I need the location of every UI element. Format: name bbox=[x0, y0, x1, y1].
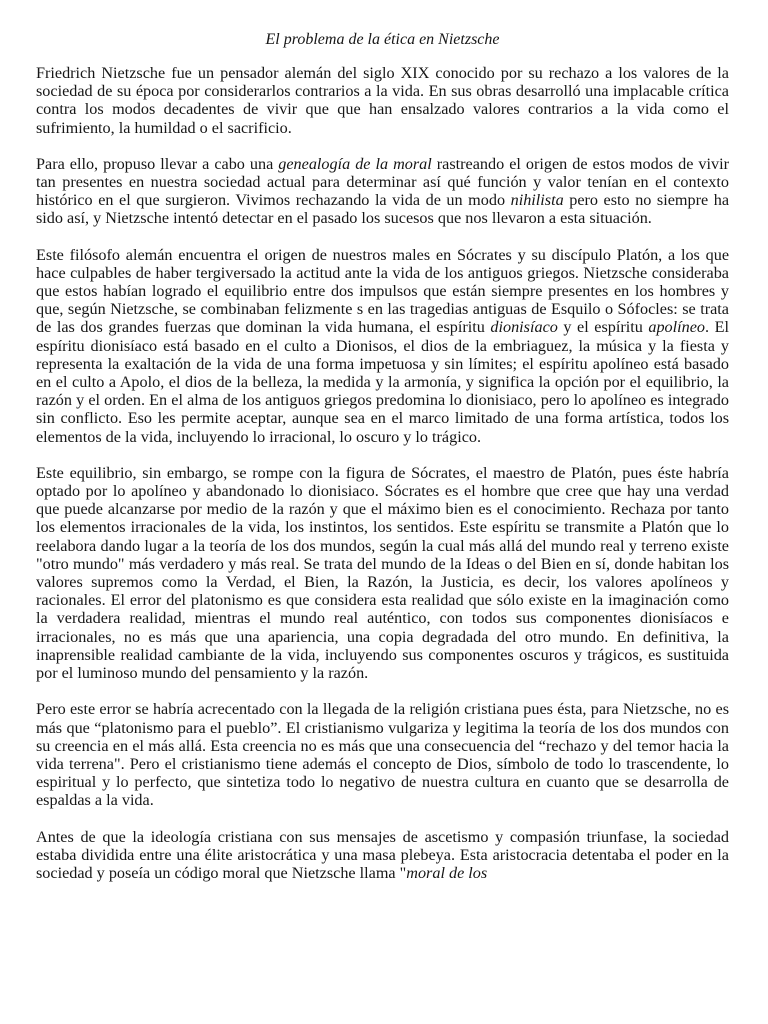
paragraph-text: Pero este error se habría acrecentado con la llegada de la religión cristiana pues ésta, para Nietzsche, no es más que “platonismo para el pueblo”. El cristianismo vulgariza y legitima la teoría de los dos mundos con su creencia en el más allá. Esta creencia no es más que una consecuencia del “rechazo y del temor hacia la vida terrena". Pero el cristianismo tiene además el concepto de Dios, símbolo de todo lo trascendente, lo espiritual y lo perfecto, que sintetiza todo lo negativo de nuestra cultura en cuanto que se desarrolla de espaldas a la vida. bbox=[36, 700, 729, 810]
paragraph-text: Para ello, propuso llevar a cabo una bbox=[36, 154, 279, 173]
paragraph-text: Este equilibrio, sin embargo, se rompe con la figura de Sócrates, el maestro de Platón, pues éste habría optado por lo apolíneo y abandonado lo dionisiaco. Sócrates es el hombre que cree que hay una verdad que puede alcanzarse por medio de la razón y que el máximo bien es el conocimiento. Rechaza por tanto los elementos irracionales de la vida, los instintos, los sentidos. Este espíritu se transmite a Platón que lo reelabora dando lugar a la teoría de los dos mundos, según la cual más allá del mundo real y terreno existe "otro mundo" más verdadero y más real. Se trata del mundo de la Ideas o del Bien en sí, donde habitan los valores supremos como la Verdad, el Bien, la Razón, la Justicia, es decir, los valores apolíneos y racionales. El error del platonismo es que considera esta realidad que sólo existe en la imaginación como la verdadera realidad, mientras el mundo real auténtico, con todos sus componentes dionisíacos e irracionales, no es más que una apariencia, una copia degradada del otro mundo. En definitiva, la inaprensible realidad cambiante de la vida, incluyendo sus componentes oscuros y trágicos, es sustituida por el luminoso mundo del pensamiento y la razón. bbox=[36, 463, 729, 683]
emphasis-dionisiaco: dionisíaco bbox=[490, 318, 558, 337]
paragraph-2 bbox=[36, 155, 729, 228]
emphasis-genealogia: genealogía de la moral bbox=[278, 154, 432, 173]
paragraph-1 bbox=[36, 64, 729, 137]
paragraph-4 bbox=[36, 464, 729, 682]
paragraph-text: rastreando el origen de estos modos de vivir tan presentes en nuestra sociedad actual para determinar así qué función y valor tenían en el contexto histórico en el que surgieron. Vivimos rechazando la vida de un modo bbox=[36, 154, 729, 210]
paragraph-5 bbox=[36, 700, 729, 809]
paragraph-text: Antes de que la ideología cristiana con sus mensajes de ascetismo y compasión triunfase, la sociedad estaba dividida entre una élite aristocrática y una masa plebeya. Esta aristocracia detentaba el poder en la sociedad y poseía un código moral que Nietzsche llama " bbox=[36, 827, 729, 882]
paragraph-text: Este filósofo alemán encuentra el origen de nuestros males en Sócrates y su discípulo Platón, a los que hace culpables de haber tergiversado la actitud ante la vida de los antiguos griegos. Nietzsche consideraba que estos habían logrado el equilibrio entre dos impulsos que están siempre presentes en los hombres y que, según Nietzsche, se combinaban felizmente s en las tragedias antiguas de Esquilo o Sófocles: se trata de las dos grandes fuerzas que dominan la vida humana, el espíritu bbox=[36, 245, 729, 337]
paragraph-6 bbox=[36, 828, 729, 883]
document-page bbox=[36, 30, 729, 900]
paragraph-text: Friedrich Nietzsche fue un pensador alemán del siglo XIX conocido por su rechazo a los valores de la sociedad de su época por considerarlos contrarios a la vida. En sus obras desarrolló una implacable crítica contra los modos decadentes de vivir que que han ensalzado valores contrarios a la vida como el sufrimiento, la humildad o el sacrificio. bbox=[36, 64, 729, 137]
document-title: El problema de la ética en Nietzsche bbox=[265, 31, 500, 48]
emphasis-nihilista: nihilista bbox=[510, 191, 564, 210]
paragraph-3 bbox=[36, 246, 729, 446]
paragraph-text: pero esto no siempre ha sido así, y Nietzsche intentó detectar en el pasado los sucesos que nos llevaron a esta situación. bbox=[36, 191, 730, 228]
paragraph-text: . El espíritu dionisíaco está basado en el culto a Dionisos, el dios de la embriaguez, la música y la fiesta y representa la exaltación de la vida de una forma impetuosa y sin límites; el espíritu apolíneo está basado en el culto a Apolo, el dios de la belleza, la medida y la armonía, y significa la opción por el equilibrio, la razón y el orden. En el alma de los antiguos griegos predomina lo dionisiaco, pero lo apolíneo es integrado sin conflicto. Eso les permite aceptar, aunque sea en el marco limitado de una forma artística, todos los elementos de la vida, incluyendo lo irracional, lo oscuro y lo trágico. bbox=[36, 318, 729, 446]
emphasis-moral-de-los: moral de los bbox=[406, 863, 488, 882]
paragraph-text: y el espíritu bbox=[557, 318, 649, 337]
emphasis-apolineo: apolíneo bbox=[648, 318, 706, 337]
